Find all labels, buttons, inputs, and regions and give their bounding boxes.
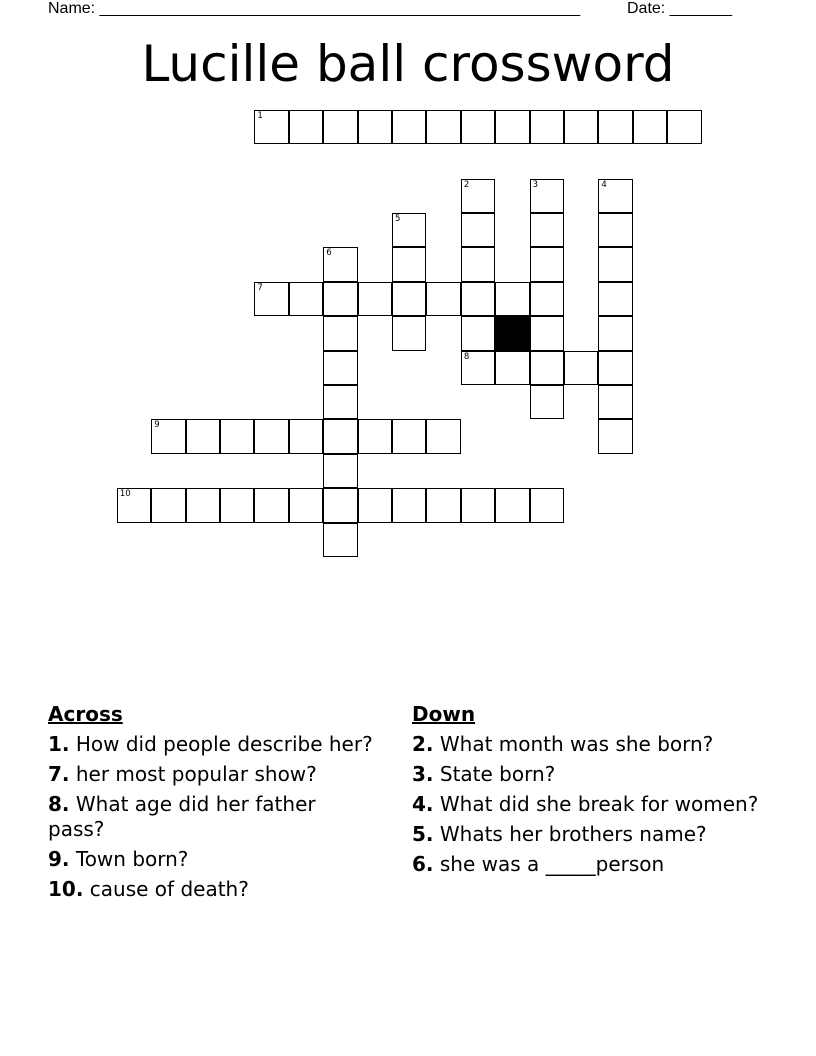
clue-across-7: [48, 762, 378, 787]
crossword-cell[interactable]: [530, 179, 564, 213]
clue-text: Town born?: [75, 847, 189, 871]
crossword-cell[interactable]: [461, 247, 495, 281]
crossword-cell[interactable]: [323, 488, 357, 522]
crossword-cell[interactable]: [358, 110, 392, 144]
crossword-cell[interactable]: [289, 110, 323, 144]
crossword-cell[interactable]: [323, 385, 357, 419]
crossword-cell[interactable]: [323, 110, 357, 144]
clue-across-8: [48, 792, 378, 842]
crossword-cell[interactable]: [289, 282, 323, 316]
cell-number: 8: [463, 351, 470, 362]
crossword-cell[interactable]: [426, 110, 460, 144]
crossword-cell[interactable]: [461, 110, 495, 144]
crossword-cell[interactable]: [530, 316, 564, 350]
crossword-cell[interactable]: [598, 247, 632, 281]
crossword-cell[interactable]: [598, 110, 632, 144]
crossword-cell[interactable]: [426, 282, 460, 316]
name-field-label: Name: ______________________________________________________: [48, 0, 581, 17]
clue-number: 8.: [48, 792, 70, 816]
crossword-cell[interactable]: [495, 488, 529, 522]
crossword-cell[interactable]: [254, 488, 288, 522]
clue-text: What did she break for women?: [439, 792, 759, 816]
crossword-cell[interactable]: [598, 213, 632, 247]
crossword-cell[interactable]: [598, 351, 632, 385]
clue-number: 6.: [412, 852, 434, 876]
date-field-label: Date: _______: [627, 0, 732, 17]
crossword-cell[interactable]: [254, 419, 288, 453]
crossword-cell[interactable]: [426, 419, 460, 453]
across-clues-section: [48, 702, 378, 907]
crossword-cell[interactable]: [530, 488, 564, 522]
clue-down-6: [412, 852, 762, 877]
clue-text: State born?: [439, 762, 556, 786]
cell-number: 7: [257, 282, 263, 293]
crossword-cell[interactable]: [633, 110, 667, 144]
crossword-cell[interactable]: [392, 247, 426, 281]
crossword-cell[interactable]: [461, 351, 495, 385]
across-heading: Across: [48, 702, 123, 726]
crossword-cell[interactable]: [530, 213, 564, 247]
crossword-cell[interactable]: [151, 419, 185, 453]
clue-text: Whats her brothers name?: [439, 822, 707, 846]
clue-across-1: [48, 732, 378, 757]
crossword-cell[interactable]: [564, 351, 598, 385]
clue-number: 5.: [412, 822, 434, 846]
crossword-cell[interactable]: [220, 488, 254, 522]
crossword-cell[interactable]: [598, 179, 632, 213]
clue-down-2: [412, 732, 762, 757]
crossword-cell[interactable]: [392, 110, 426, 144]
crossword-cell[interactable]: [358, 419, 392, 453]
crossword-cell[interactable]: [461, 488, 495, 522]
crossword-cell[interactable]: [323, 316, 357, 350]
crossword-cell[interactable]: [254, 282, 288, 316]
clue-text: What age did her father pass?: [48, 792, 316, 841]
clue-number: 2.: [412, 732, 434, 756]
crossword-cell[interactable]: [564, 110, 598, 144]
crossword-cell[interactable]: [392, 316, 426, 350]
cell-number: 5: [395, 214, 401, 224]
crossword-cell[interactable]: [530, 351, 564, 385]
black-square: [495, 316, 529, 350]
cell-number: 4: [601, 179, 607, 190]
page-title: Lucille ball crossword: [141, 35, 675, 93]
cell-number: 2: [463, 179, 470, 190]
clue-across-10: [48, 877, 378, 902]
crossword-cell[interactable]: [220, 419, 254, 453]
cell-number: 3: [532, 179, 539, 190]
crossword-cell[interactable]: [598, 316, 632, 350]
clue-text: her most popular show?: [75, 762, 317, 786]
crossword-cell[interactable]: [598, 419, 632, 453]
clue-number: 4.: [412, 792, 434, 816]
crossword-cell[interactable]: [323, 247, 357, 281]
cell-number: 6: [326, 248, 332, 259]
crossword-cell[interactable]: [530, 247, 564, 281]
crossword-cell[interactable]: [461, 282, 495, 316]
crossword-cell[interactable]: [323, 351, 357, 385]
clue-down-3: [412, 762, 762, 787]
crossword-cell[interactable]: [186, 419, 220, 453]
crossword-cell[interactable]: [323, 419, 357, 453]
crossword-cell[interactable]: [598, 385, 632, 419]
cell-number: 9: [154, 420, 160, 431]
clue-number: 10.: [48, 877, 84, 901]
clue-number: 7.: [48, 762, 70, 786]
crossword-cell[interactable]: [117, 488, 151, 522]
crossword-cell[interactable]: [461, 179, 495, 213]
crossword-cell[interactable]: [392, 213, 426, 247]
crossword-cell[interactable]: [392, 282, 426, 316]
clue-text: How did people describe her?: [75, 732, 373, 756]
crossword-cell[interactable]: [289, 488, 323, 522]
crossword-cell[interactable]: [289, 419, 323, 453]
crossword-cell[interactable]: [323, 454, 357, 488]
crossword-cell[interactable]: [358, 488, 392, 522]
crossword-cell[interactable]: [667, 110, 701, 144]
clue-down-5: [412, 822, 762, 847]
crossword-cell[interactable]: [392, 488, 426, 522]
cell-number: 10: [119, 489, 131, 500]
down-heading: Down: [412, 702, 476, 726]
crossword-cell[interactable]: [530, 110, 564, 144]
crossword-cell[interactable]: [186, 488, 220, 522]
crossword-cell[interactable]: [426, 488, 460, 522]
clue-text: she was a _____person: [439, 852, 665, 876]
clue-number: 1.: [48, 732, 70, 756]
crossword-cell[interactable]: [151, 488, 185, 522]
clue-text: What month was she born?: [439, 732, 714, 756]
crossword-cell[interactable]: [530, 385, 564, 419]
cell-number: 1: [257, 110, 263, 121]
crossword-cell[interactable]: [254, 110, 288, 144]
crossword-cell[interactable]: [530, 282, 564, 316]
down-clues-section: [412, 702, 762, 882]
crossword-cell[interactable]: [495, 351, 529, 385]
crossword-cell[interactable]: [598, 282, 632, 316]
crossword-cell[interactable]: [323, 282, 357, 316]
clue-number: 3.: [412, 762, 434, 786]
clue-text: cause of death?: [89, 877, 249, 901]
crossword-cell[interactable]: [461, 213, 495, 247]
crossword-cell[interactable]: [495, 282, 529, 316]
crossword-cell[interactable]: [461, 316, 495, 350]
crossword-cell[interactable]: [358, 282, 392, 316]
clue-down-4: [412, 792, 762, 817]
crossword-cell[interactable]: [495, 110, 529, 144]
crossword-cell[interactable]: [323, 523, 357, 557]
crossword-cell[interactable]: [392, 419, 426, 453]
clue-number: 9.: [48, 847, 70, 871]
clue-across-9: [48, 847, 378, 872]
